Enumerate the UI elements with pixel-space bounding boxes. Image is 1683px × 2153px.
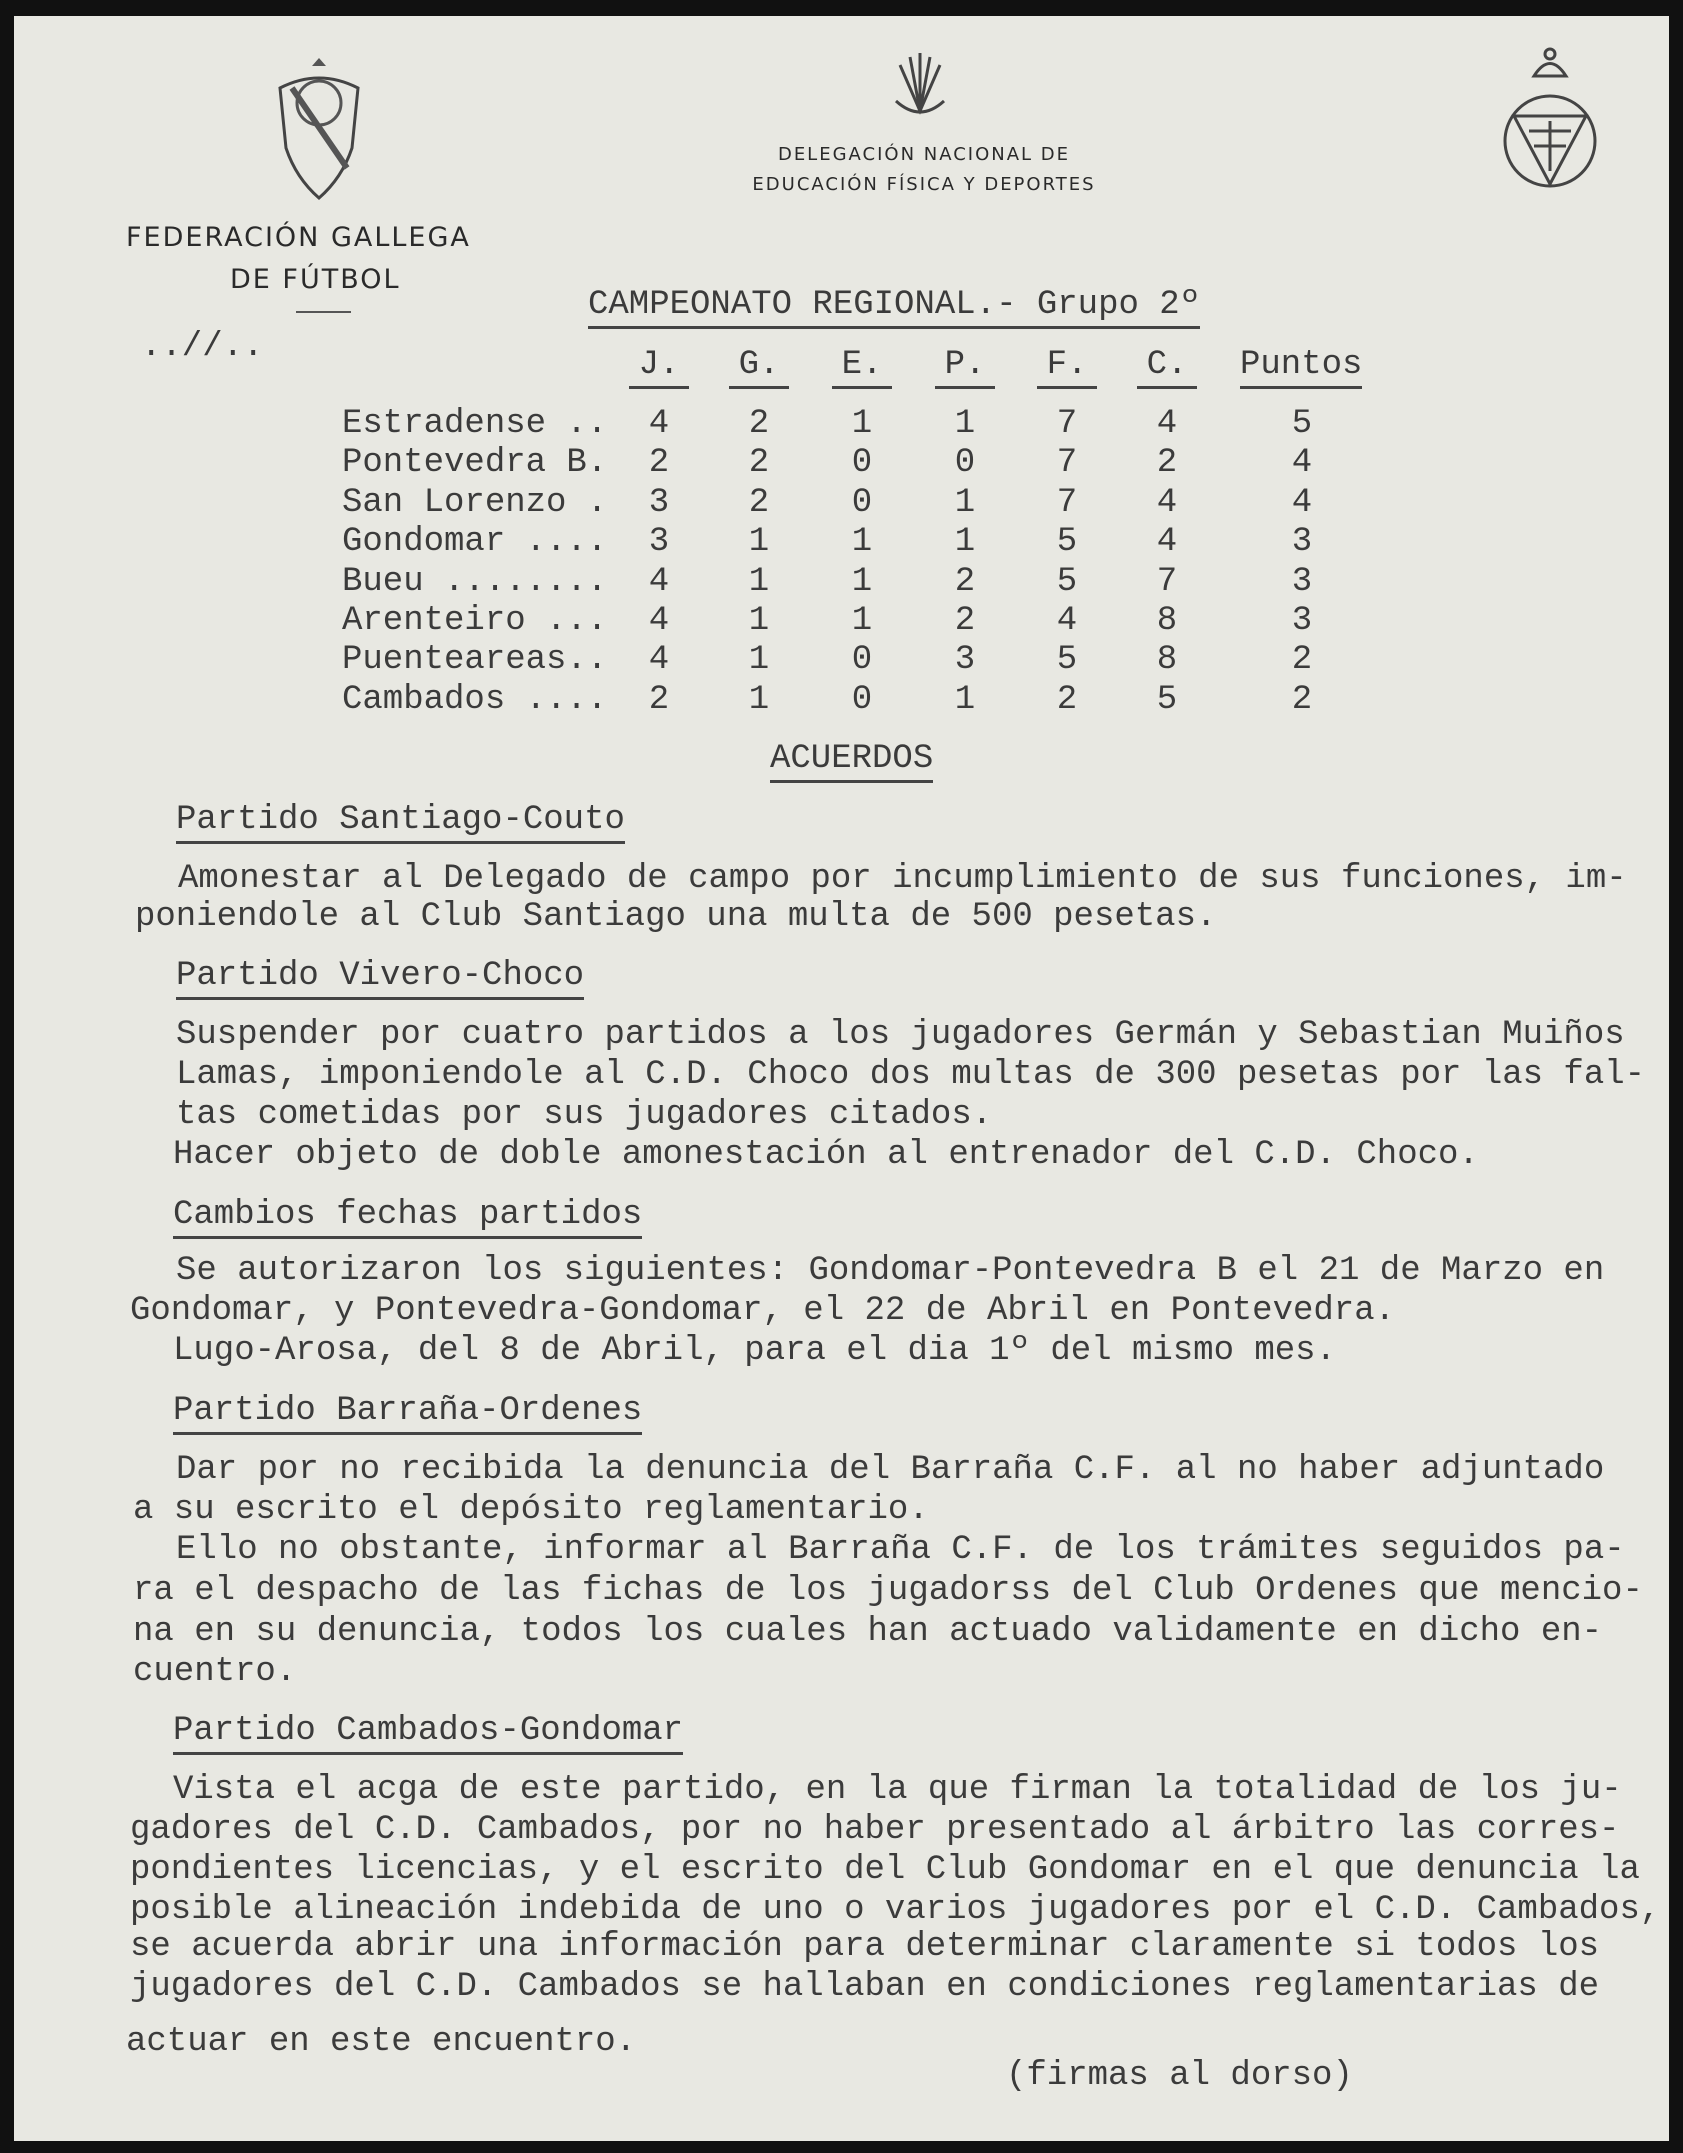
document-title: CAMPEONATO REGIONAL.- Grupo 2º xyxy=(588,285,1200,329)
federation-divider xyxy=(296,311,351,313)
section-heading: Cambios fechas partidos xyxy=(173,1195,642,1239)
table-cell: 4 xyxy=(1156,483,1178,522)
body-line: a su escrito el depósito reglamentario. xyxy=(133,1491,929,1529)
column-header: C. xyxy=(1137,345,1197,389)
body-line: Suspender por cuatro partidos a los jugadores Germán y Sebastian Muiños xyxy=(176,1016,1625,1054)
table-cell: 7 xyxy=(1056,405,1078,443)
federation-name-line1: FEDERACIÓN GALLEGA xyxy=(126,222,471,253)
table-cell: 0 xyxy=(851,483,873,522)
body-line: posible alineación indebida de uno o varios jugadores por el C.D. Cambados, xyxy=(130,1891,1661,1929)
table-cell: 1 xyxy=(851,523,873,562)
table-cell: 4 xyxy=(1291,483,1313,522)
team-name: Bueu ........ xyxy=(342,562,608,601)
body-line: cuentro. xyxy=(133,1653,297,1691)
body-line: gadores del C.D. Cambados, por no haber presentado al árbitro las corres- xyxy=(130,1811,1620,1849)
yoke-arrows-emblem xyxy=(892,51,948,125)
table-cell: 1 xyxy=(954,405,976,443)
table-cell: 4 xyxy=(1156,405,1178,443)
table-cell: 2 xyxy=(748,405,770,443)
body-line: Ello no obstante, informar al Barraña C.F. de los trámites seguidos pa- xyxy=(176,1531,1625,1569)
body-line: ra el despacho de las fichas de los jugadorss del Club Ordenes que mencio- xyxy=(133,1572,1643,1610)
section-heading: Partido Barraña-Ordenes xyxy=(173,1391,642,1435)
body-line: Se autorizaron los siguientes: Gondomar-Pontevedra B el 21 de Marzo en xyxy=(176,1252,1605,1290)
column-header: F. xyxy=(1037,345,1097,389)
table-cell: 2 xyxy=(1156,444,1178,483)
team-name: Puenteareas.. xyxy=(342,641,608,680)
signatures-note: (firmas al dorso) xyxy=(1006,2057,1353,2095)
table-cell: 7 xyxy=(1156,562,1178,601)
table-cell: 5 xyxy=(1056,641,1078,680)
column-header: G. xyxy=(729,345,789,389)
body-line: poniendole al Club Santiago una multa de 500 pesetas. xyxy=(135,898,1217,936)
body-line: Dar por no recibida la denuncia del Barraña C.F. al no haber adjuntado xyxy=(176,1451,1605,1489)
table-cell: 0 xyxy=(851,641,873,680)
table-cell: 0 xyxy=(851,680,873,719)
body-line: Lugo-Arosa, del 8 de Abril, para el dia 1º del mismo mes. xyxy=(173,1332,1336,1370)
table-cell: 1 xyxy=(851,602,873,640)
body-line: Hacer objeto de doble amonestación al entrenador del C.D. Choco. xyxy=(173,1136,1479,1174)
body-line: Lamas, imponiendole al C.D. Choco dos multas de 300 pesetas por las fal- xyxy=(176,1056,1646,1094)
table-cell: 2 xyxy=(748,483,770,522)
team-name: Estradense .. xyxy=(342,405,608,443)
table-cell: 2 xyxy=(1291,680,1313,719)
table-cell: 4 xyxy=(648,405,670,443)
table-cell: 5 xyxy=(1056,523,1078,562)
table-cell: 1 xyxy=(954,680,976,719)
table-cell: 3 xyxy=(1291,602,1313,640)
body-line: tas cometidas por sus jugadores citados. xyxy=(176,1096,993,1134)
table-cell: 7 xyxy=(1056,483,1078,522)
table-cell: 2 xyxy=(954,562,976,601)
table-cell: 1 xyxy=(851,405,873,443)
table-cell: 0 xyxy=(851,444,873,483)
table-cell: 5 xyxy=(1056,562,1078,601)
table-cell: 2 xyxy=(648,680,670,719)
table-cell: 1 xyxy=(851,562,873,601)
column-header: Puntos xyxy=(1240,345,1362,389)
table-cell: 1 xyxy=(748,523,770,562)
team-name: Pontevedra B. xyxy=(342,444,608,483)
table-cell: 4 xyxy=(1056,602,1078,640)
team-name: Gondomar .... xyxy=(342,523,608,562)
table-cell: 1 xyxy=(748,680,770,719)
table-cell: 5 xyxy=(1291,405,1313,443)
table-cell: 4 xyxy=(648,602,670,640)
table-cell: 4 xyxy=(648,641,670,680)
table-cell: 4 xyxy=(1291,444,1313,483)
body-line: pondientes licencias, y el escrito del Club Gondomar en el que denuncia la xyxy=(130,1851,1640,1889)
table-cell: 1 xyxy=(748,641,770,680)
column-header: J. xyxy=(629,345,689,389)
body-line: actuar en este encuentro. xyxy=(126,2023,637,2061)
table-cell: 3 xyxy=(648,523,670,562)
table-cell: 4 xyxy=(648,562,670,601)
section-heading: Partido Cambados-Gondomar xyxy=(173,1711,683,1755)
table-cell: 2 xyxy=(748,444,770,483)
table-cell: 8 xyxy=(1156,602,1178,640)
table-cell: 0 xyxy=(954,444,976,483)
delegation-line2: EDUCACIÓN FÍSICA Y DEPORTES xyxy=(752,174,1096,195)
section-heading: Partido Vivero-Choco xyxy=(176,956,584,1000)
federation-name-line2: DE FÚTBOL xyxy=(230,264,401,295)
table-cell: 3 xyxy=(954,641,976,680)
team-name: Cambados .... xyxy=(342,680,608,719)
body-line: Amonestar al Delegado de campo por incumplimiento de sus funciones, im- xyxy=(178,860,1627,898)
reference-mark: ..//.. xyxy=(141,328,264,366)
team-name: Arenteiro ... xyxy=(342,602,608,640)
delegation-line1: DELEGACIÓN NACIONAL DE xyxy=(777,144,1071,165)
acuerdos-heading: ACUERDOS xyxy=(770,739,933,783)
body-line: Vista el acga de este partido, en la que firman la totalidad de los ju- xyxy=(173,1771,1622,1809)
table-cell: 7 xyxy=(1056,444,1078,483)
table-cell: 2 xyxy=(1291,641,1313,680)
column-header: P. xyxy=(935,345,995,389)
table-cell: 3 xyxy=(1291,523,1313,562)
table-cell: 3 xyxy=(1291,562,1313,601)
body-line: se acuerda abrir una información para determinar claramente si todos los xyxy=(130,1928,1600,1966)
section-heading: Partido Santiago-Couto xyxy=(176,800,625,844)
column-header: E. xyxy=(832,345,892,389)
table-cell: 5 xyxy=(1156,680,1178,719)
body-line: na en su denuncia, todos los cuales han actuado validamente en dicho en- xyxy=(133,1613,1603,1651)
table-cell: 2 xyxy=(648,444,670,483)
table-cell: 2 xyxy=(954,602,976,640)
table-cell: 8 xyxy=(1156,641,1178,680)
table-cell: 4 xyxy=(1156,523,1178,562)
table-cell: 1 xyxy=(748,562,770,601)
table-cell: 1 xyxy=(954,523,976,562)
table-cell: 3 xyxy=(648,483,670,522)
table-cell: 1 xyxy=(748,602,770,640)
body-line: Gondomar, y Pontevedra-Gondomar, el 22 de Abril en Pontevedra. xyxy=(130,1292,1396,1330)
body-line: jugadores del C.D. Cambados se hallaban en condiciones reglamentarias de xyxy=(130,1968,1600,2006)
team-name: San Lorenzo . xyxy=(342,483,608,522)
table-cell: 2 xyxy=(1056,680,1078,719)
spanish-federation-crest xyxy=(1499,46,1601,188)
table-cell: 1 xyxy=(954,483,976,522)
